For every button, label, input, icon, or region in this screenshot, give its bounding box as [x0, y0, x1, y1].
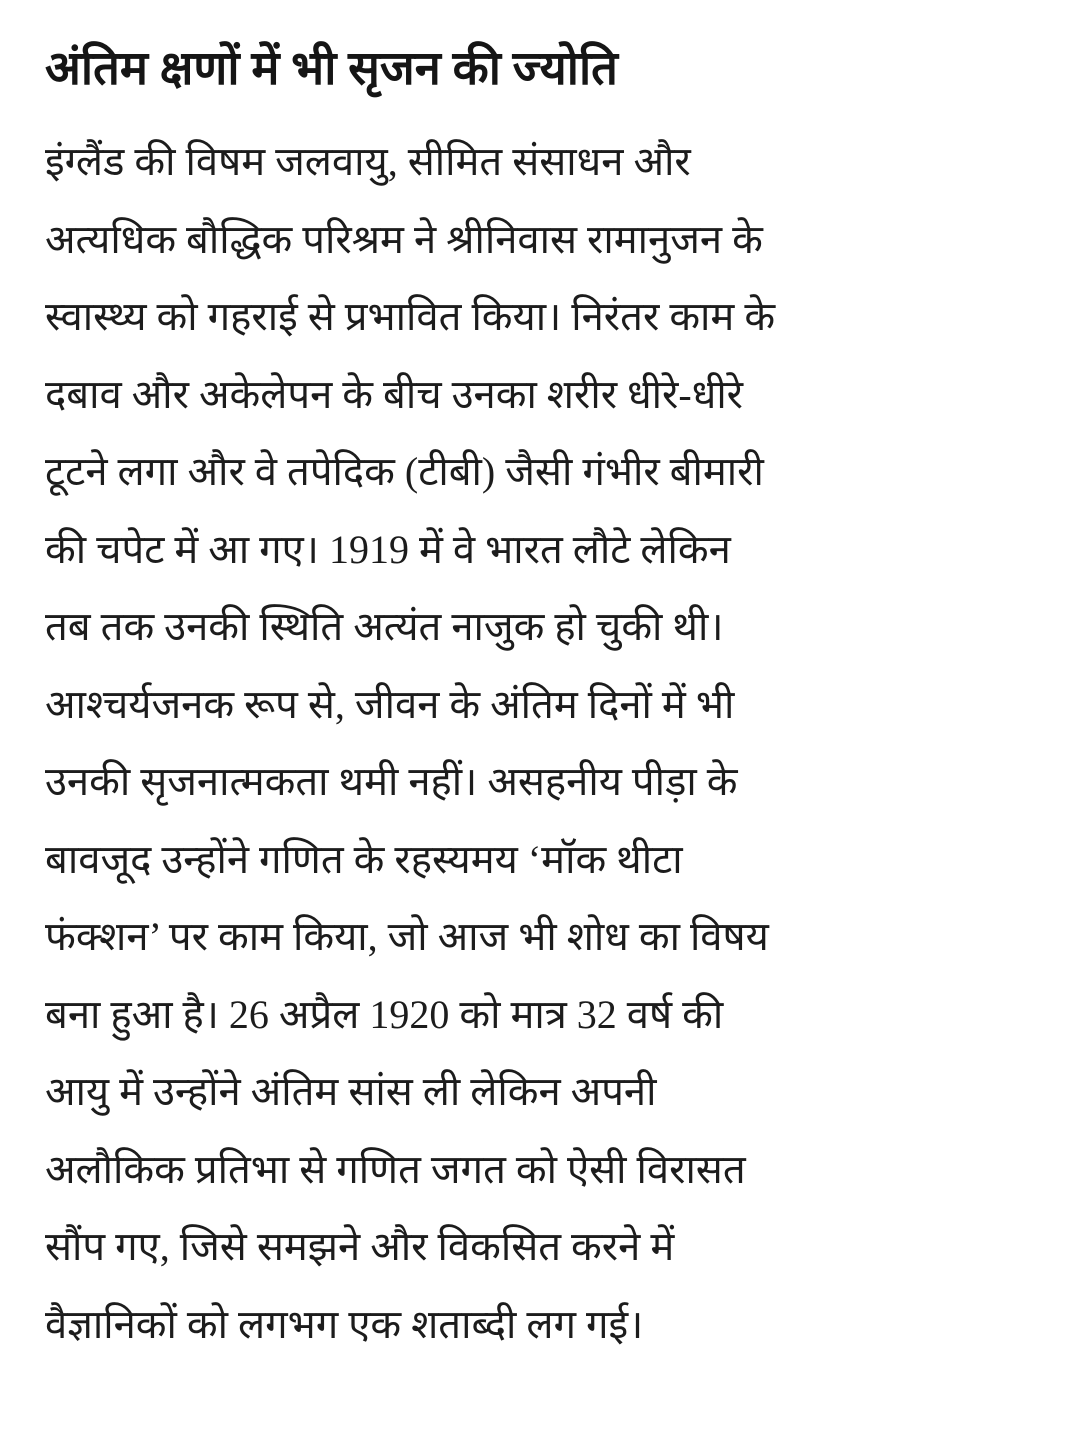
paragraph-line: आयु में उन्होंने अंतिम सांस ली लेकिन अपनी: [45, 1069, 657, 1115]
paragraph-line: फंक्शन’ पर काम किया, जो आज भी शोध का विषय: [45, 914, 769, 960]
paragraph-line: वैज्ञानिकों को लगभग एक शताब्दी लग गई।: [45, 1301, 644, 1347]
article-title: अंतिम क्षणों में भी सृजन की ज्योति: [45, 43, 618, 95]
paragraph-line: बावजूद उन्होंने गणित के रहस्यमय ‘मॉक थीटा: [45, 836, 683, 882]
paragraph-line: आश्चर्यजनक रूप से, जीवन के अंतिम दिनों में भी: [45, 681, 735, 727]
paragraph-line: अत्यधिक बौद्धिक परिश्रम ने श्रीनिवास रामानुजन के: [45, 216, 763, 262]
paragraph-line: बना हुआ है। 26 अप्रैल 1920 को मात्र 32 वर्ष की: [45, 991, 724, 1037]
article-body: [45, 123, 1039, 1363]
paragraph-line: उनकी सृजनात्मकता थमी नहीं। असहनीय पीड़ा के: [45, 759, 738, 805]
paragraph-line: इंग्लैंड की विषम जलवायु, सीमित संसाधन और: [45, 139, 691, 185]
paragraph-line: की चपेट में आ गए। 1919 में वे भारत लौटे लेकिन: [45, 526, 731, 572]
paragraph-line: सौंप गए, जिसे समझने और विकसित करने में: [45, 1224, 675, 1270]
paragraph-line: तब तक उनकी स्थिति अत्यंत नाजुक हो चुकी थी।: [45, 604, 724, 650]
paragraph-line: स्वास्थ्य को गहराई से प्रभावित किया। निरंतर काम के: [45, 294, 776, 340]
paragraph-line: टूटने लगा और वे तपेदिक (टीबी) जैसी गंभीर बीमारी: [45, 449, 764, 495]
paragraph-line: दबाव और अकेलेपन के बीच उनका शरीर धीरे-धीरे: [45, 371, 744, 417]
paragraph-line: अलौकिक प्रतिभा से गणित जगत को ऐसी विरासत: [45, 1146, 746, 1192]
